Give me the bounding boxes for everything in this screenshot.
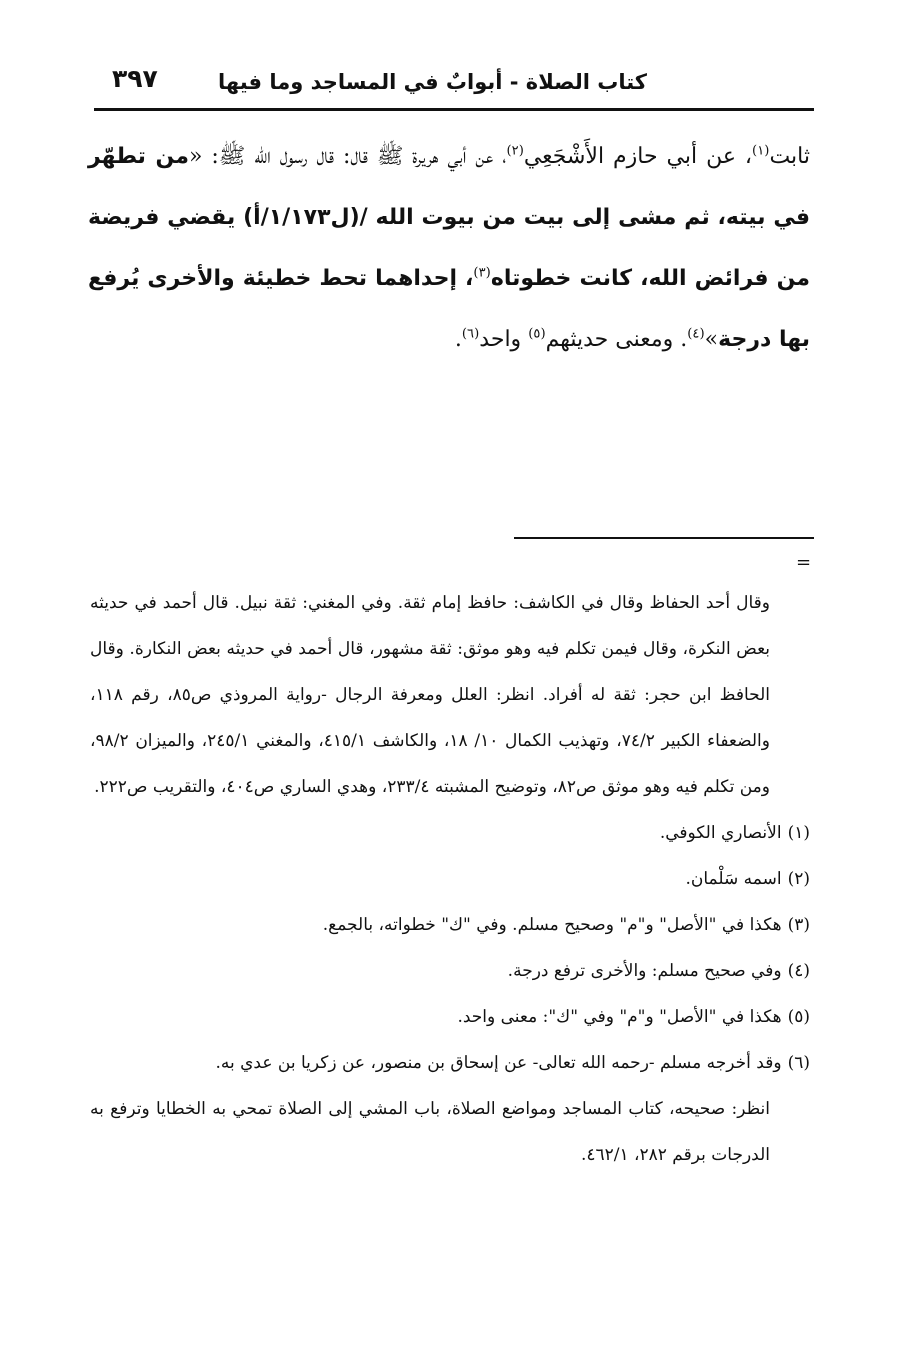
footnote-number: (٦) xyxy=(787,1053,810,1073)
footnote-continuation-6: انظر: صحيحه، كتاب المساجد ومواضع الصلاة، باب المشي إلى الصلاة تمحي به الخطايا وترفع به الدرجات برقم ٢٨٢، ٤٦٢/١. xyxy=(90,1099,770,1165)
footnote-item xyxy=(90,994,810,1040)
footnote-separator xyxy=(514,537,814,539)
footnote-item xyxy=(90,948,810,994)
footnote-text: هكذا في "الأصل" و"م" وصحيح مسلم. وفي "ك" خطواته، بالجمع. xyxy=(322,915,782,935)
footnote-text: وقد أخرجه مسلم -رحمه الله تعالى- عن إسحاق بن منصور، عن زكريا بن عدي به. xyxy=(215,1053,782,1073)
footnote-ref: (٤) xyxy=(687,326,705,342)
text-segment: . xyxy=(454,327,462,352)
footnote-number: (٢) xyxy=(787,869,810,889)
footnote-continuation: وقال أحد الحفاظ وقال في الكاشف: حافظ إمام ثقة. وفي المغني: ثقة نبيل. قال أحمد في حديثه بعض النكرة، وقال فيمن تكلم فيه وهو موثق: ثقة مشهور، قال أحمد في حديثه بعض النكارة. وقال الحافظ ابن حجر: ثقة له أفراد. انظر: العلل ومعرفة الرجال -رواية المروذي ص٨٥، رقم ١١٨، والضعفاء الكبير ٧٤/٢، وتهذيب الكمال ١٠/ ١٨، والكاشف ٤١٥/١، والمغني ٢٤٥/١، والميزان ٩٨/٢، ومن تكلم فيه وهو موثق ص٨٢، وتوضيح المشبته ٢٣٣/٤، وهدي الساري ص٤٠٤، والتقريب ص٢٢٢. xyxy=(90,593,771,797)
footnote-text: الأنصاري الكوفي. xyxy=(659,823,782,843)
hadith-text: ، إحداهما تحط خطيئة والأخرى يُرفع بها درجة xyxy=(88,266,810,352)
footnote-ref: (٥) xyxy=(528,326,546,342)
footnote-number: (٥) xyxy=(787,1007,810,1027)
footnote-number: (٤) xyxy=(787,961,810,981)
main-text xyxy=(88,126,810,370)
text-segment: . ومعنى حديثهم xyxy=(545,327,688,352)
footnotes xyxy=(90,580,810,1178)
footnote-item xyxy=(90,856,810,902)
text-segment: ثابت xyxy=(769,144,810,169)
header-rule xyxy=(94,108,814,111)
footnote-text: هكذا في "الأصل" و"م" وفي "ك": معنى واحد. xyxy=(457,1007,782,1027)
footnote-ref: (٢) xyxy=(506,143,524,159)
footnote-text: وفي صحيح مسلم: والأخرى ترفع درجة. xyxy=(507,961,782,981)
footnote-ref: (٦) xyxy=(461,326,480,342)
footnote-item xyxy=(90,902,810,948)
continuation-marker: = xyxy=(796,552,812,573)
text-segment: ، عن أبي هريرة ﷺ قال: قال رسول الله ﷺ: « xyxy=(188,144,507,169)
page-number: ٣٩٧ xyxy=(112,64,158,93)
text-segment: واحد xyxy=(479,327,529,352)
footnote-ref: (١) xyxy=(752,143,770,159)
text-segment: ، عن أبي حازم الأَشْجَعِي xyxy=(523,144,753,169)
footnote-ref: (٣) xyxy=(473,265,491,281)
footnote-number: (٣) xyxy=(787,915,810,935)
text-segment: » xyxy=(704,327,719,352)
running-header-title: كتاب الصلاة - أبوابٌ في المساجد وما فيها xyxy=(217,70,647,94)
footnote-item xyxy=(90,810,810,856)
footnote-item xyxy=(90,1040,810,1086)
footnote-text: اسمه سَلْمان. xyxy=(685,869,782,889)
hadith-text: من تطهّر في بيته، ثم مشى إلى بيت من بيوت الله /(ل١/١٧٣/أ) يقضي فريضة من فرائض الله، كانت خطوتاه xyxy=(88,144,810,291)
footnote-number: (١) xyxy=(787,823,810,843)
